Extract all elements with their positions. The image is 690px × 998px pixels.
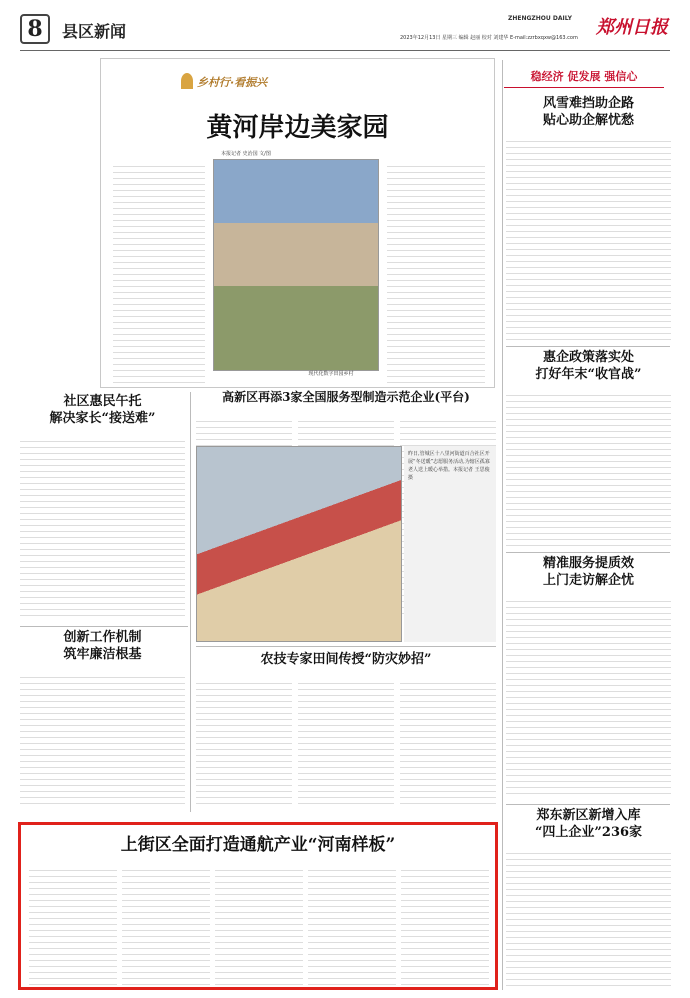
section-title: 县区新闻 (62, 22, 127, 41)
paper-english-name: ZHENGZHOU DAILY (508, 15, 572, 22)
feature-title: 黄河岸边美家园 (206, 113, 389, 143)
right-article-1-body (506, 136, 671, 341)
page-header (0, 0, 690, 52)
article-b3-title: 创新工作机制 筑牢廉洁根基 (63, 630, 142, 662)
article-b3 (20, 630, 185, 810)
right-article-4-body (506, 848, 671, 988)
lead-article-col5 (401, 865, 489, 985)
article-b4-col1 (196, 678, 292, 808)
feature-photo (213, 159, 379, 371)
slogan-banner (504, 66, 664, 88)
feature-photo-caption: 现代化数字田园乡村 (308, 371, 354, 377)
right-article-3 (506, 556, 671, 801)
article-b3-body (20, 672, 185, 807)
feature-wheat-icon (181, 73, 193, 89)
article-b2-title: 高新区再添3家全国服务型制造示范企业(平台) (222, 390, 470, 404)
lead-article-col4 (308, 865, 396, 985)
page-number: 8 (27, 16, 43, 42)
volunteer-photo-caption-box (404, 446, 496, 642)
right-article-3-title: 精准服务提质效 上门走访解企忧 (542, 556, 634, 588)
article-b4-col3 (400, 678, 496, 808)
right-rule-3 (506, 804, 670, 805)
volunteer-photo (196, 446, 402, 642)
article-b1-title: 社区惠民午托 解决家长“接送难” (49, 394, 156, 426)
right-article-1-title: 风雪难挡助企路 贴心助企解忧愁 (542, 96, 634, 128)
right-rule-2 (506, 552, 670, 553)
right-rule-1 (506, 346, 670, 347)
feature-block (100, 58, 495, 388)
article-b4-title: 农技专家田间传授“防灾妙招” (260, 652, 432, 667)
rule-b3 (20, 626, 188, 627)
lead-article-title: 上街区全面打造通航产业“河南样板” (120, 835, 396, 855)
article-b1-body (20, 436, 185, 621)
feature-body-col1 (113, 161, 205, 383)
article-b4 (196, 652, 496, 810)
right-article-2 (506, 350, 671, 550)
right-col-divider (502, 60, 503, 990)
lead-article-col3 (215, 865, 303, 985)
right-article-2-title: 惠企政策落实处 打好年末“收官战” (535, 350, 642, 382)
right-article-4 (506, 808, 671, 990)
slogan-text: 稳经济 促发展 强信心 (530, 70, 638, 83)
date-line: 2023年12月13日 星期三 编辑 赵丽 校对 刘建华 E-mail:zzrbxqxw@163.com (400, 35, 578, 41)
lead-article-col1 (29, 865, 117, 985)
header-rule (20, 50, 670, 51)
lead-article-col2 (122, 865, 210, 985)
page-number-badge (20, 14, 50, 44)
feature-byline: 本报记者 史治国 文/图 (221, 151, 271, 157)
article-b4-col2 (298, 678, 394, 808)
volunteer-photo-caption: 昨日,管城区十八里河街道百合社区开展“冬送暖”志愿服务活动,为辖区孤寡老人送上暖心举措。本报记者 王思俊 摄 (408, 451, 490, 481)
feature-body-col3 (387, 161, 485, 383)
right-article-2-body (506, 390, 671, 550)
rule-b4 (196, 646, 496, 647)
right-article-1 (506, 96, 671, 344)
right-article-4-title: 郑东新区新增入库 “四上企业”236家 (534, 808, 643, 840)
article-b1 (20, 394, 185, 622)
middle-divider (190, 392, 191, 812)
masthead-logo: 郑州日报 (596, 17, 668, 38)
lead-article (18, 822, 498, 990)
right-article-3-body (506, 596, 671, 796)
feature-banner: 乡村行·看振兴 (197, 76, 268, 89)
